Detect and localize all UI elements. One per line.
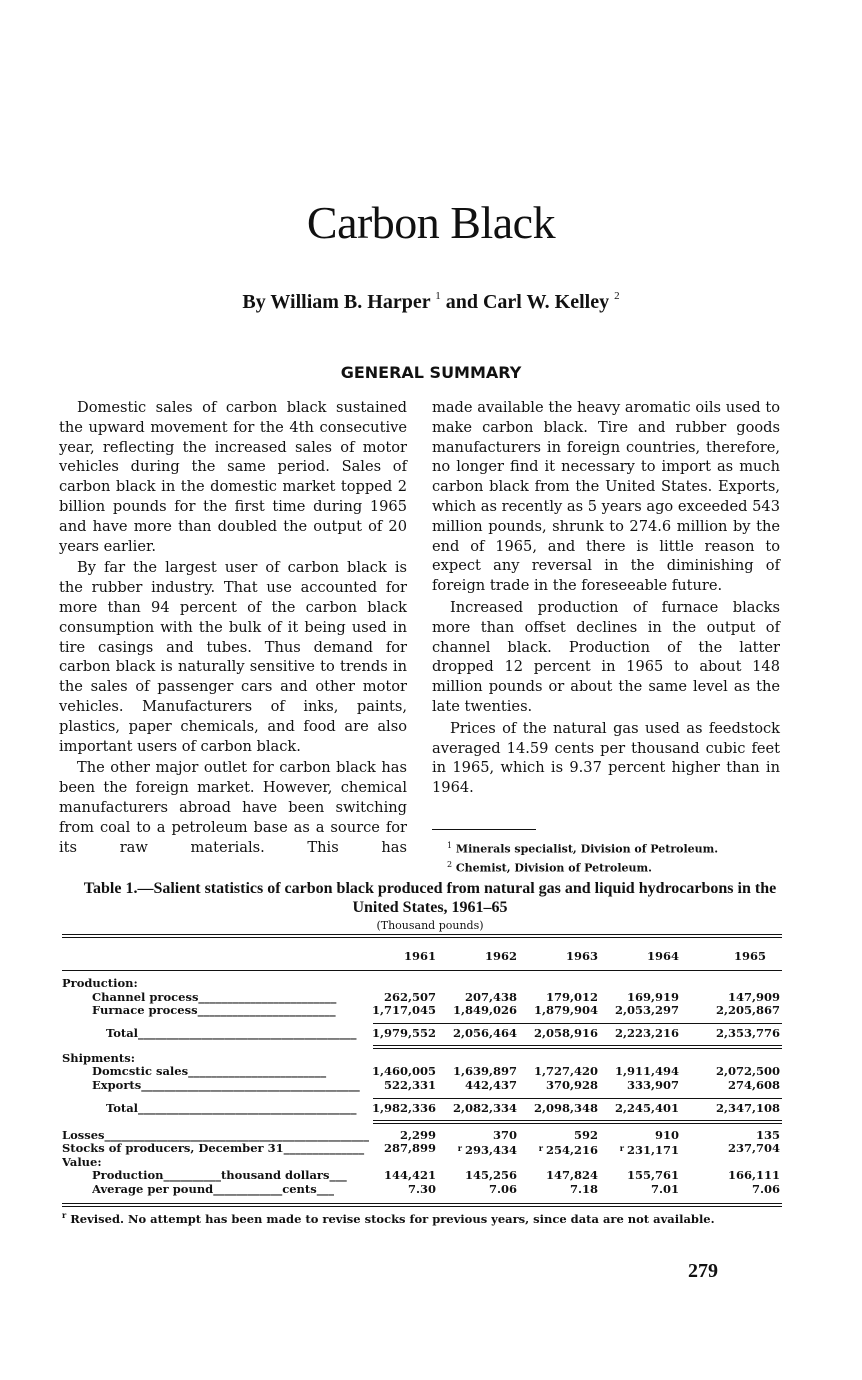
paragraph: made available the heavy aromatic oils used to make carbon black. Tire and rubber goods manufacturers in foreign countries, therefore, no longer find it necessary to import as much carbon black from the United States. Exports, which as recently as 5 years ago exceeded 543 million pounds, shrunk to 274.6 million by the end of 1965, and there is little reason to expect any reversal in the diminishing of foreign trade in the foreseeable future. [432,399,780,595]
cell: 135 [755,1127,780,1142]
right-column [432,398,780,798]
cell: $^r$ 231,171 [619,1143,679,1158]
cell: 274,608 [727,1077,780,1092]
table-row [62,1004,782,1018]
revised-mark: r [457,1143,462,1154]
cell: 2,245,401 [614,1100,679,1115]
cell: 333,907 [626,1077,679,1092]
author-2: Carl W. Kelley [482,291,610,313]
author-line [0,290,862,314]
cell: 2,058,916 [533,1025,598,1040]
total-rule [373,1123,782,1124]
row-group-label: Value: [62,1155,102,1169]
cell: 7.01 [650,1181,679,1196]
footnote: $^1$ Minerals specialist, Division of Petroleum. [447,841,719,856]
paragraph: The other major outlet for carbon black has been the foreign market. However, chemical manufacturers abroad have been switching from coal to a petroleum base as a source for its raw materials. This has [59,759,407,856]
cell: 144,421 [383,1168,436,1183]
total-rule [373,1098,782,1099]
year-header: 1964 [646,949,679,963]
cell: 2,098,348 [533,1100,598,1115]
row-label: Losses______________________________________________ [62,1128,369,1142]
row-label: Production__________thousand dollars___ [92,1169,347,1183]
cell: 522,331 [383,1077,436,1092]
row-label: Furnace process________________________ [92,1004,336,1018]
cell: 1,717,045 [371,1003,436,1018]
author-prefix: By [242,291,271,313]
cell: 145,256 [464,1168,517,1183]
cell: 592 [573,1127,598,1142]
cell: 237,704 [727,1141,780,1156]
footnote-mark-1: 1 [435,290,441,302]
cell: 147,824 [545,1168,598,1183]
cell: 166,111 [727,1168,780,1183]
row-label: Total______________________________________ [106,1100,357,1115]
cell: 7.06 [488,1181,517,1196]
cell: 370,928 [545,1077,598,1092]
table-title: Table 1.—Salient statistics of carbon black produced from natural gas and liquid hydrocarbons in the United States, 1961–65 [83,880,777,916]
paragraph: By far the largest user of carbon black is the rubber industry. That use accounted for more than 94 percent of the carbon black consumption with the bulk of it being used in tire casings and tubes. Thus demand for carbon black is naturally sensitive to trends in the sales of passenger cars and other motor vehicles. Manufacturers of inks, paints, plastics, paper chemicals, and food are also important users of carbon black. [59,559,407,755]
row-label: Average per pound____________cents___ [92,1182,334,1196]
cell: 2,353,776 [715,1025,780,1040]
table-note: $^r$ Revised. No attempt has been made to revise stocks for previous years, since data are not available. [62,1210,715,1226]
row-group-label: Production: [62,977,138,990]
author-1: William B. Harper [270,291,431,313]
revised-mark: r [62,1210,67,1220]
cell: 7.06 [751,1181,780,1196]
footnote-mark-2: 2 [614,290,620,302]
total-rule [373,1048,782,1049]
cell: 2,223,216 [614,1025,679,1040]
table-row [62,977,782,991]
cell: 2,299 [399,1127,436,1142]
section-heading: GENERAL SUMMARY [340,363,522,382]
cell: 1,849,026 [452,1003,517,1018]
cell: 1,982,336 [371,1100,436,1115]
cell: 262,507 [383,989,436,1004]
article-title: Carbon Black [306,197,556,248]
footnote-rule [432,829,536,830]
cell: 7.18 [569,1181,598,1196]
row-group-label: Shipments: [62,1051,135,1065]
table-row [62,1065,782,1079]
row-label: Stocks of producers, December 31______________ [62,1142,365,1156]
revised-mark: r [619,1143,624,1154]
paragraph: Prices of the natural gas used as feedstock averaged 14.59 cents per thousand cubic feet in 1965, which is 9.37 percent higher than in 1964. [432,719,780,797]
table-row [62,1142,782,1156]
cell: 2,056,464 [452,1025,517,1040]
revised-mark: r [538,1143,543,1154]
total-rule [373,1045,782,1046]
cell: 1,911,494 [614,1064,679,1079]
cell: 7.30 [407,1181,436,1196]
cell: 2,082,334 [452,1100,517,1115]
footnotes [447,838,787,875]
cell: 1,639,897 [452,1064,517,1079]
table-row [62,991,782,1005]
cell: 2,347,108 [715,1100,780,1115]
table-row [62,1129,782,1143]
cell: 169,919 [626,989,679,1004]
cell: 147,909 [727,989,780,1004]
total-rule [373,1120,782,1121]
year-header: 1961 [403,949,436,963]
cell: 155,761 [626,1168,679,1183]
page-number: 279 [688,1260,718,1282]
row-label: Channel process________________________ [92,990,337,1004]
row-label: Total______________________________________ [106,1025,357,1040]
footnote: $^2$ Chemist, Division of Petroleum. [447,859,652,875]
table-header-row [62,938,782,970]
cell: 2,205,867 [715,1003,780,1018]
table-row [62,1052,782,1066]
table-row [62,1156,782,1170]
table-row [62,1169,782,1183]
row-label: Exports______________________________________ [92,1078,360,1092]
table-bottom-rule [62,1203,782,1207]
cell: 1,460,005 [371,1064,436,1079]
cell: $^r$ 293,434 [457,1143,517,1158]
left-column [59,398,407,857]
cell: 1,879,904 [533,1003,598,1018]
total-rule [373,1023,782,1024]
paragraph: Increased production of furnace blacks more than offset declines in the output of channel black. Production of the latter dropped 12 percent in 1965 to about 148 million pounds or about the same level as the late twenties. [432,598,780,715]
table-row-total [62,1025,782,1042]
year-header: 1965 [733,949,766,963]
table-row [62,1079,782,1093]
year-header: 1963 [565,949,598,963]
cell: 910 [654,1127,679,1142]
paragraph: Domestic sales of carbon black sustained the upward movement for the 4th consecutive year, reflecting the increased sales of motor vehicles during the same period. Sales of carbon black in the domestic market topped 2 billion pounds for the first time during 1965 and have more than doubled the output of 20 years earlier. [59,399,407,555]
table-row-total [62,1100,782,1117]
statistics-table [62,934,782,1207]
cell: 1,727,420 [533,1064,598,1079]
cell: $^r$ 254,216 [538,1143,598,1158]
cell: 207,438 [464,989,517,1004]
cell: 370 [492,1127,517,1142]
cell: 179,012 [545,989,598,1004]
table-units: (Thousand pounds) [376,919,484,932]
author-joiner: and [440,291,483,313]
cell: 1,979,552 [371,1025,436,1040]
table-row [62,1183,782,1197]
row-label: Domcstic sales________________________ [92,1065,327,1079]
cell: 2,053,297 [614,1003,679,1018]
cell: 287,899 [383,1141,436,1156]
cell: 2,072,500 [715,1064,780,1079]
cell: 442,437 [464,1077,517,1092]
year-header: 1962 [484,949,517,963]
